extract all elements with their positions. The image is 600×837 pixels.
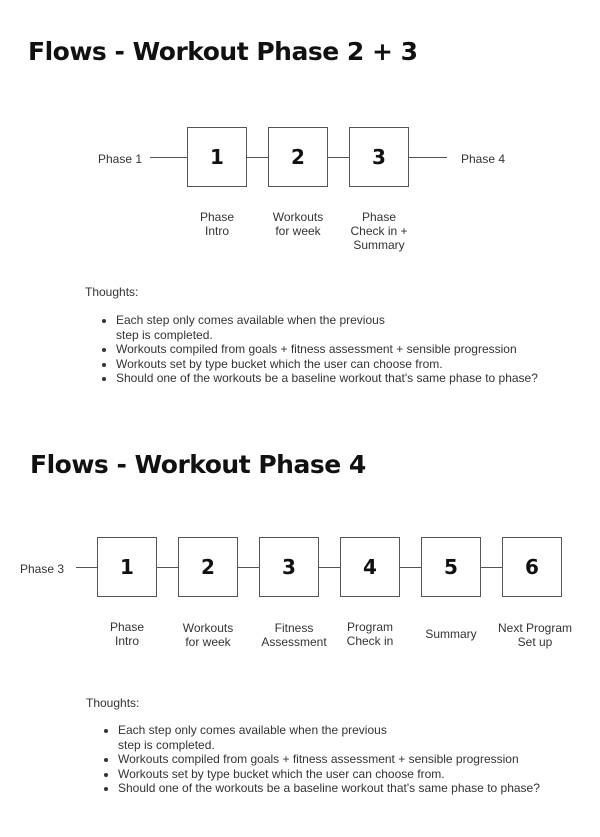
flow2-connector xyxy=(238,567,260,568)
section2-thoughts-label: Thoughts: xyxy=(86,696,140,710)
flow2-step-box-2 xyxy=(178,537,238,597)
flow2-step-box-1 xyxy=(97,537,157,597)
flow2-connector xyxy=(76,567,98,568)
flow1-step-number: 2 xyxy=(291,145,305,169)
flow1-start-label: Phase 1 xyxy=(98,152,143,166)
section1-thoughts-list xyxy=(98,313,538,386)
flow1-step-box-2 xyxy=(268,127,328,187)
flow1-connector xyxy=(247,157,269,158)
flow2-step-caption-6: Next Program Set up xyxy=(497,621,573,649)
list-item: • Each step only comes available when the previous step is completed. xyxy=(116,313,538,342)
list-item: • Should one of the workouts be a baseline workout that's same phase to phase? xyxy=(118,781,540,796)
list-item: • Each step only comes available when the previous step is completed. xyxy=(118,723,540,752)
list-item: • Should one of the workouts be a baseline workout that's same phase to phase? xyxy=(116,371,538,386)
flow2-step-number: 4 xyxy=(363,555,377,579)
flow1-connector xyxy=(150,157,188,158)
flow2-step-box-4 xyxy=(340,537,400,597)
flow2-connector xyxy=(157,567,179,568)
flow2-step-caption-3: Fitness Assessment xyxy=(261,621,327,649)
flow2-connector xyxy=(481,567,503,568)
flow1-step-caption-3: Phase Check in + Summary xyxy=(350,210,408,252)
section1-thoughts-label: Thoughts: xyxy=(85,285,139,299)
flow2-step-number: 3 xyxy=(282,555,296,579)
flow2-step-box-3 xyxy=(259,537,319,597)
flow1-connector xyxy=(409,157,447,158)
flow2-step-number: 2 xyxy=(201,555,215,579)
flow2-step-box-6 xyxy=(502,537,562,597)
flow2-step-caption-1: Phase Intro xyxy=(109,620,145,648)
flow2-step-box-5 xyxy=(421,537,481,597)
section2-thoughts-list xyxy=(100,723,540,796)
flow2-step-number: 6 xyxy=(525,555,539,579)
flow2-step-number: 5 xyxy=(444,555,458,579)
section2-title: Flows - Workout Phase 4 xyxy=(30,450,366,479)
flow1-step-number: 3 xyxy=(372,145,386,169)
flow2-step-caption-5: Summary xyxy=(425,627,477,641)
flow2-connector xyxy=(319,567,341,568)
list-item: • Workouts set by type bucket which the user can choose from. xyxy=(118,767,540,782)
flow2-step-caption-2: Workouts for week xyxy=(182,621,234,649)
list-item: • Workouts set by type bucket which the user can choose from. xyxy=(116,357,538,372)
flow2-step-caption-4: Program Check in xyxy=(346,620,394,648)
flow1-end-label: Phase 4 xyxy=(461,152,506,166)
list-item: • Workouts compiled from goals + fitness assessment + sensible progression xyxy=(118,752,540,767)
flow2-step-number: 1 xyxy=(120,555,134,579)
flow1-connector xyxy=(328,157,350,158)
flow2-start-label: Phase 3 xyxy=(20,562,65,576)
flow1-step-box-3 xyxy=(349,127,409,187)
section1-title: Flows - Workout Phase 2 + 3 xyxy=(28,37,418,66)
flow1-step-caption-2: Workouts for week xyxy=(272,210,324,238)
list-item: • Workouts compiled from goals + fitness assessment + sensible progression xyxy=(116,342,538,357)
flow2-connector xyxy=(400,567,422,568)
flow1-step-box-1 xyxy=(187,127,247,187)
flow1-step-number: 1 xyxy=(210,145,224,169)
flow1-step-caption-1: Phase Intro xyxy=(199,210,235,238)
